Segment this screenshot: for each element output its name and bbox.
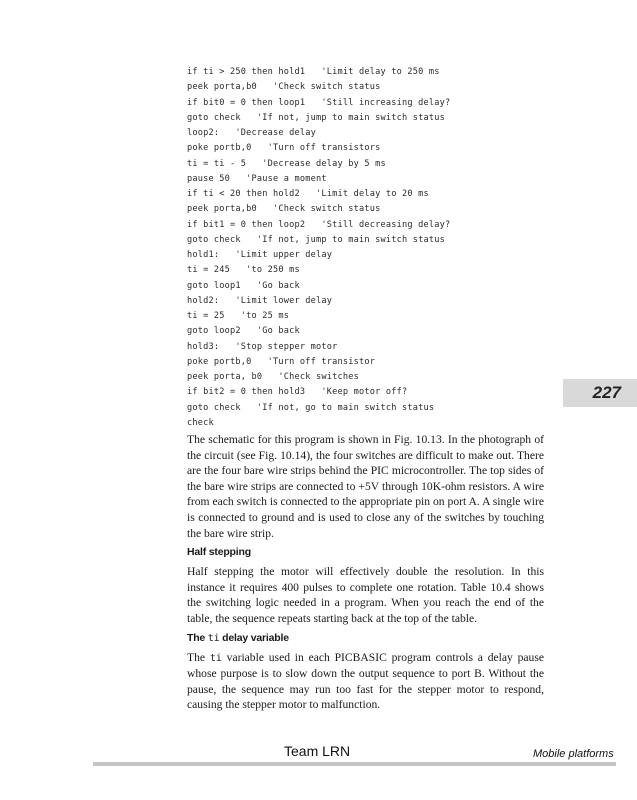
code-line: goto loop1 'Go back: [187, 280, 300, 291]
code-line: check: [187, 417, 214, 428]
paragraph-ti-variable: [187, 650, 544, 713]
footer-divider: [93, 762, 616, 766]
code-line: ti = ti - 5 'Decrease delay by 5 ms: [187, 158, 386, 169]
code-line: goto loop2 'Go back: [187, 326, 300, 337]
page-number-tab: [563, 379, 637, 407]
paragraph-half-stepping: Half stepping the motor will effectively double the resolution. In this instance it requires 400 pulses to complete one rotation. Table 10.4 shows the switching logic needed in a program. When you reach the end of the table, the sequence repeats starting back at the top of the table.: [187, 565, 544, 625]
code-line: if ti > 250 then hold1 'Limit delay to 250 ms: [187, 67, 440, 77]
heading-ti-post: delay variable: [219, 631, 289, 644]
heading-ti-code: ti: [207, 632, 220, 644]
code-line: ti = 25 'to 25 ms: [187, 311, 290, 321]
heading-ti-delay-variable: [187, 632, 544, 645]
code-line: peek porta, b0 'Check switches: [187, 372, 359, 382]
code-line: ti = 245 'to 250 ms: [187, 265, 300, 276]
paragraph-schematic: The schematic for this program is shown in Fig. 10.13. In the photograph of the circuit (see Fig. 10.14), the four switches are difficult to make out. There are the four bare wire strips behind the PIC microcontroller. The top sides of the bare wire strips are connected to +5V through 10K-ohm resistors. A wire from each switch is connected to the appropriate pin on port A. A single wire is connected to ground and is used to close any of the switches by touching the bare wire strip.: [187, 433, 544, 540]
code-line: if bit1 = 0 then loop2 'Still decreasing delay?: [187, 219, 451, 230]
code-line: pause 50 'Pause a moment: [187, 173, 327, 184]
code-line: loop2: 'Decrease delay: [187, 128, 316, 138]
code-line: goto check 'If not, jump to main switch status: [187, 234, 445, 245]
footer-section-title: Mobile platforms: [533, 748, 614, 760]
code-line: hold3: 'Stop stepper motor: [187, 341, 338, 352]
paragraph-ti-post: variable used in each PICBASIC program controls a delay pause whose purpose is to slow down the output sequence to port B. Without the pause, the sequence may run too fast for the stepper motor to respond, causing the stepper motor to malfunction.: [187, 650, 544, 712]
code-line: if bit2 = 0 then hold3 'Keep motor off?: [187, 387, 408, 398]
code-line: hold1: 'Limit upper delay: [187, 250, 333, 260]
code-listing: [187, 65, 547, 431]
code-line: hold2: 'Limit lower delay: [187, 295, 333, 306]
heading-ti-pre: The: [187, 631, 208, 644]
paragraph-ti-code: ti: [209, 652, 222, 664]
code-line: goto check 'If not, jump to main switch status: [187, 112, 445, 123]
body-text: [187, 432, 544, 713]
paragraph-ti-pre: The: [187, 650, 210, 664]
code-line: goto check 'If not, go to main switch status: [187, 402, 435, 413]
page-number: 227: [592, 383, 621, 402]
code-line: if ti < 20 then hold2 'Limit delay to 20 ms: [187, 189, 429, 199]
footer-watermark: Team LRN: [284, 743, 351, 759]
code-line: peek porta,b0 'Check switch status: [187, 82, 381, 93]
code-line: peek porta,b0 'Check switch status: [187, 204, 381, 215]
code-line: poke portb,0 'Turn off transistors: [187, 143, 381, 154]
code-line: poke portb,0 'Turn off transistor: [187, 356, 376, 367]
heading-half-stepping: Half stepping: [187, 546, 251, 559]
code-line: if bit0 = 0 then loop1 'Still increasing delay?: [187, 97, 451, 108]
